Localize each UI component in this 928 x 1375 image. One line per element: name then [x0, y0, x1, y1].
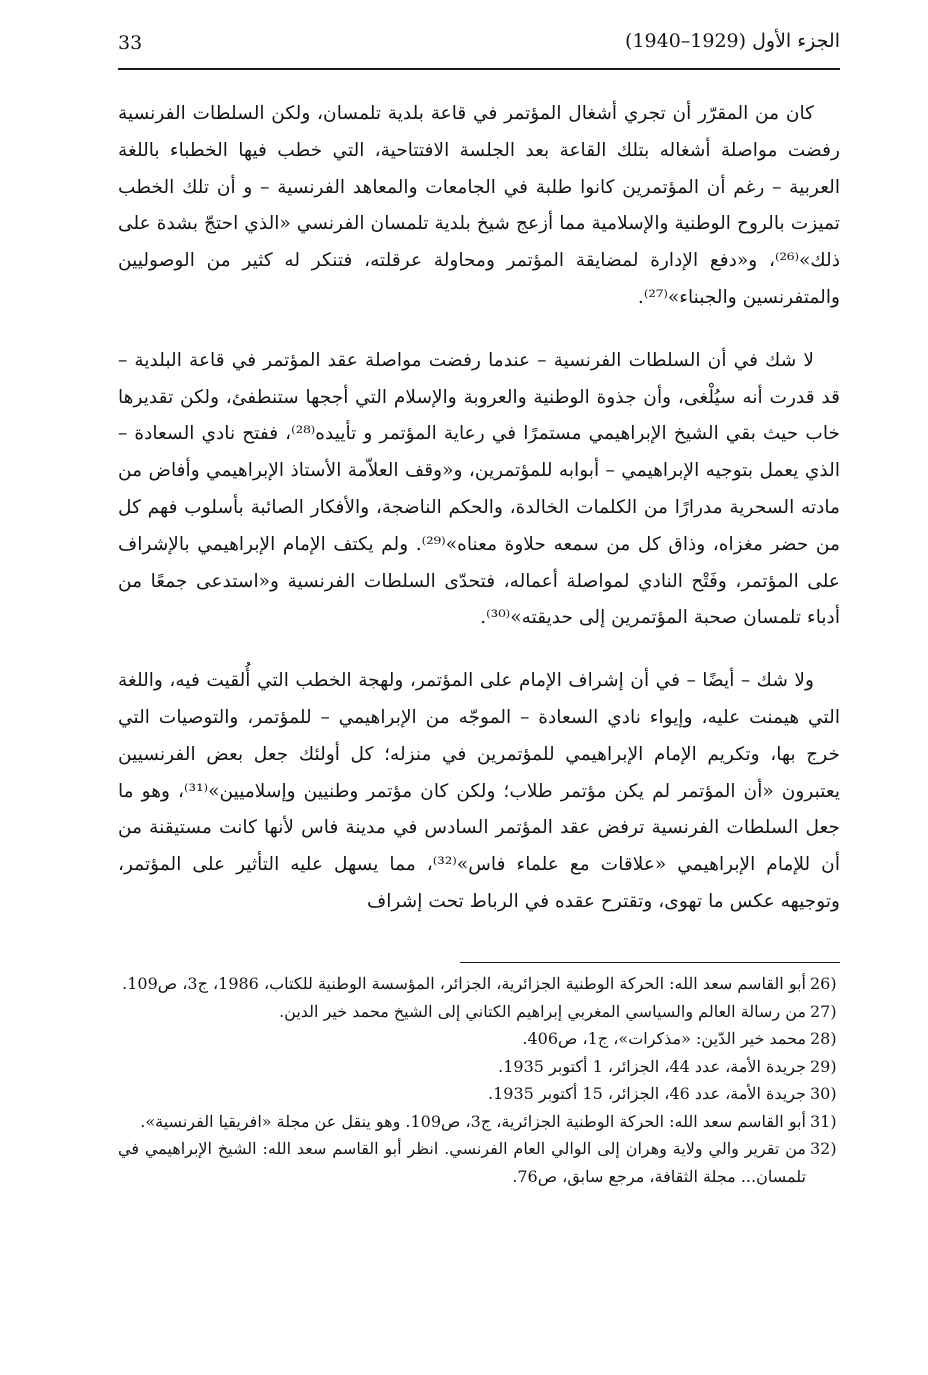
footnote-26	[118, 970, 840, 998]
footnote-28	[118, 1025, 840, 1053]
paragraph-2: لا شك في أن السلطات الفرنسية – عندما رفضت مواصلة عقد المؤتمر في قاعة البلدية – قد قدرت أنه سيُلْغى، وأن جذوة الوطنية والعروبة والإسلام التي أججها ستنطفئ، ولكن تقديرها خاب حيث بقي الشيخ الإبراهيمي مستمرًا في رعاية المؤتمر و تأييده⁽²⁸⁾، ففتح نادي السعادة – الذي يعمل بتوجيه الإبراهيمي – أبوابه للمؤتمرين، و«وقف العلاّمة الأستاذ الإبراهيمي وأفاض من مادته السحرية مدرارًا من الكلمات الخالدة، والحكم الناضجة، والأفكار الصائبة بأسلوب فهم كل من حضر مغزاه، وذاق كل من سمعه حلاوة معناه»⁽²⁹⁾. ولم يكتف الإمام الإبراهيمي بالإشراف على المؤتمر، وفَتْح النادي لمواصلة أعماله، فتحدّى السلطات الفرنسية و«استدعى جمعًا من أدباء تلمسان صحبة المؤتمرين إلى حديقته»⁽³⁰⁾.	[118, 349, 840, 629]
body-text	[118, 96, 840, 947]
footnote-text: من رسالة العالم والسياسي المغربي إبراهيم الكتاني إلى الشيخ محمد خير الدين.	[279, 1001, 806, 1021]
footnote-number: 32)	[810, 1139, 837, 1158]
footnote-32	[118, 1135, 840, 1190]
footnote-31	[118, 1108, 840, 1136]
footnotes	[118, 970, 840, 1190]
footnote-text: جريدة الأمة، عدد 46، الجزائر، 15 أكتوبر 1935.	[487, 1084, 806, 1103]
footnote-separator	[460, 962, 840, 963]
footnote-text: أبو القاسم سعد الله: الحركة الوطنية الجزائرية، ج3، ص109. وهو ينقل عن مجلة «افريقيا الفرنسية».	[140, 1111, 806, 1131]
footnote-number: 31)	[810, 1111, 837, 1131]
footnote-number: 29)	[810, 1056, 837, 1076]
footnote-29	[118, 1053, 840, 1081]
page-header	[118, 30, 840, 70]
page-number: 33	[118, 32, 143, 54]
footnote-number: 28)	[810, 1029, 837, 1048]
footnote-number: 26)	[810, 974, 837, 993]
paragraph-1: كان من المقرّر أن تجري أشغال المؤتمر في قاعة بلدية تلمسان، ولكن السلطات الفرنسية رفضت مواصلة أشغاله بتلك القاعة بعد الجلسة الافتتاحية، التي خطب فيها الخطباء باللغة العربية – رغم أن المؤتمرين كانوا طلبة في الجامعات والمعاهد الفرنسية – و أن تلك الخطب تميزت بالروح الوطنية والإسلامية مما أزعج شيخ بلدية تلمسان الفرنسي «الذي احتجّ بشدة على ذلك»⁽²⁶⁾، و«دفع الإدارة لمضايقة المؤتمر ومحاولة عرقلته، فتنكر له كثير من الوصوليين والمتفرنسين والجبناء»⁽²⁷⁾.	[118, 103, 840, 308]
footnote-27	[118, 998, 840, 1026]
footnote-30	[118, 1080, 840, 1108]
footnote-text: جريدة الأمة، عدد 44، الجزائر، 1 أكتوبر 1935.	[498, 1056, 806, 1076]
paragraph-3: ولا شك – أيضًا – في أن إشراف الإمام على المؤتمر، ولهجة الخطب التي أُلقيت فيه، واللغة التي هيمنت عليه، وإيواء نادي السعادة – الموجّه من الإبراهيمي – للمؤتمر، والتوصيات التي خرج بها، وتكريم الإمام الإبراهيمي للمؤتمرين في منزله؛ كل أولئك جعل بعض الفرنسيين يعتبرون «أن المؤتمر لم يكن مؤتمر طلاب؛ ولكن كان مؤتمر وطنيين وإسلاميين»⁽³¹⁾، وهو ما جعل السلطات الفرنسية ترفض عقد المؤتمر السادس في مدينة فاس لأنها كانت مستيقنة من أن للإمام الإبراهيمي «علاقات مع علماء فاس»⁽³²⁾، مما يسهل عليه التأثير على المؤتمر، وتوجيهه عكس ما تهوى، وتقترح عقده في الرباط تحت إشراف	[118, 670, 841, 912]
footnote-text: أبو القاسم سعد الله: الحركة الوطنية الجزائرية، الجزائر، المؤسسة الوطنية للكتاب، 1986، ج3، ص109.	[122, 974, 806, 993]
running-head: الجزء الأول (1929–1940)	[625, 30, 840, 52]
footnote-number: 27)	[810, 1001, 837, 1021]
footnote-number: 30)	[810, 1084, 837, 1103]
footnote-text: محمد خير الدّين: «مذكرات»، ج1، ص406.	[522, 1029, 806, 1048]
footnote-text: من تقرير والي ولاية وهران إلى الوالي العام الفرنسي. انظر أبو القاسم سعد الله: الشيخ الإبراهيمي في تلمسان... مجلة الثقافة، مرجع سابق، ص76.	[118, 1139, 806, 1186]
